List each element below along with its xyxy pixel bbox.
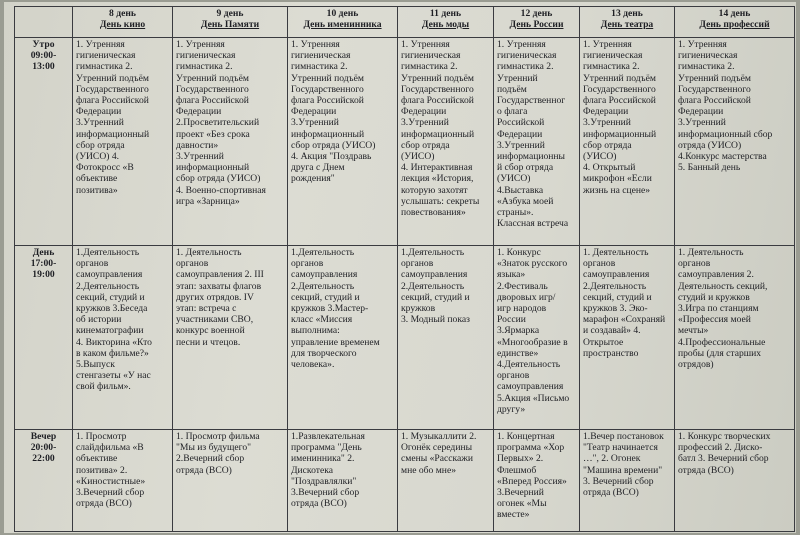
schedule-cell: 1.Деятельность органов самоуправления 2.Деятельность секций, студий и кружков 3.Беседа об истории кинематографии 4. Викторина «Кто в каком фильме?» 5.Выпуск стенгазеты «У нас свой фильм». xyxy=(73,246,173,430)
schedule-cell: 1. Деятельность органов самоуправления 2. III этап: захваты флагов других отрядов. IV этап: встреча с участниками СВО, конкурс военной песни и чтецов. xyxy=(173,246,288,430)
day-title: День моды xyxy=(421,19,470,30)
day-header-10 xyxy=(288,7,398,38)
schedule-cell: 1.Развлекательная программа "День именинника" 2. Дискотека "Поздравлялки" 3.Вечерний сбор отряда (ВСО) xyxy=(288,430,398,532)
row-day xyxy=(15,246,795,430)
day-number: 14 день xyxy=(718,8,751,19)
schedule-cell: 1. Музыкаллити 2. Огонёк середины смены «Расскажи мне обо мне» xyxy=(398,430,494,532)
day-number: 10 день xyxy=(326,8,359,19)
header-row xyxy=(15,7,795,38)
schedule-cell: 1.Деятельность органов самоуправления 2.Деятельность секций, студий и кружков 3.Мастер- класс «Миссия выполнима: управление временем для творческого человека». xyxy=(288,246,398,430)
schedule-cell: 1. Утренняя гигиеническая гимнастика 2. Утренний подъём Государственного флага Российской Федерации 3.Утренний информационный сбор отряда (УИСО) 4. Акция "Поздравь друга с Днем рождения" xyxy=(288,38,398,246)
time-slot-morning: Утро 09:00- 13:00 xyxy=(15,38,73,246)
paper-sheet xyxy=(4,2,796,533)
day-header-13 xyxy=(580,7,675,38)
schedule-cell: 1. Утренняя гигиеническая гимнастика 2. Утренний подъём Государственного флага Российской Федерации 3.Утренний информационный сбор отряда (УИСО) 4. Открытый микрофон «Если жизнь на сцене» xyxy=(580,38,675,246)
corner-cell xyxy=(15,7,73,38)
day-title: День профессий xyxy=(699,19,770,30)
row-evening xyxy=(15,430,795,532)
schedule-cell: 1. Конкурс творческих профессий 2. Диско- батл 3. Вечерний сбор отряда (ВСО) xyxy=(675,430,795,532)
schedule-cell: 1. Конкурс «Знаток русского языка» 2.Фестиваль дворовых игр/ игр народов России 3.Ярмарка «Многообразие в единстве» 4.Деятельность органов самоуправления 5.Акция «Письмо другу» xyxy=(494,246,580,430)
row-morning xyxy=(15,38,795,246)
schedule-cell: 1. Просмотр слайдфильма «В объективе позитива» 2. «Киностистные» 3.Вечерний сбор отряда (ВСО) xyxy=(73,430,173,532)
schedule-cell: 1. Утренняя гигиеническая гимнастика 2. Утренний подъём Государственного флага Российской Федерации 3.Утренний информационный сбор отряда (УИСО) 4. Фотокросс «В объективе позитива» xyxy=(73,38,173,246)
day-title: День театра xyxy=(600,19,654,30)
day-header-14 xyxy=(675,7,795,38)
day-number: 9 день xyxy=(216,8,244,19)
day-title: День Памяти xyxy=(200,19,260,30)
schedule-cell: 1. Деятельность органов самоуправления 2.Деятельность секций, студий и кружков 3. Эко- марафон «Сохраняй и создавай» 4. Открытое пространство xyxy=(580,246,675,430)
day-number: 8 день xyxy=(109,8,136,19)
day-number: 11 день xyxy=(429,8,462,19)
day-number: 13 день xyxy=(611,8,643,19)
schedule-cell: 1. Утренняя гигиеническая гимнастика 2. Утренний подъём Государственног о флага Российской Федерации 3.Утренний информационны й сбор отряда (УИСО) 4.Выставка «Азбука моей страны». Классная встреча xyxy=(494,38,580,246)
schedule-cell: 1. Утренняя гигиеническая гимнастика 2. Утренний подъём Государственного флага Российской Федерации 3.Утренний информационный сбор отряда (УИСО) 4.Конкурс мастерства 5. Банный день xyxy=(675,38,795,246)
schedule-cell: 1.Вечер постановок "Театр начинается …", 2. Огонек "Машина времени" 3. Вечерний сбор отряда (ВСО) xyxy=(580,430,675,532)
day-header-9 xyxy=(173,7,288,38)
time-slot-day: День 17:00- 19:00 xyxy=(15,246,73,430)
time-slot-evening: Вечер 20:00- 22:00 xyxy=(15,430,73,532)
schedule-cell: 1. Деятельность органов самоуправления 2. Деятельность секций, студий и кружков 3.Игра по станциям «Профессия моей мечты» 4.Профессиональные пробы (для старших отрядов) xyxy=(675,246,795,430)
day-title: День кино xyxy=(99,19,146,30)
schedule-cell: 1.Деятельность органов самоуправления 2.Деятельность секций, студий и кружков 3. Модный показ xyxy=(398,246,494,430)
schedule-cell: 1. Просмотр фильма "Мы из будущего" 2.Вечерний сбор отряда (ВСО) xyxy=(173,430,288,532)
day-header-12 xyxy=(494,7,580,38)
day-header-11 xyxy=(398,7,494,38)
day-number: 12 день xyxy=(520,8,553,19)
schedule-cell: 1. Утренняя гигиеническая гимнастика 2. Утренний подъём Государственного флага Российской Федерации 3.Утренний информационный сбор отряда (УИСО) 4. Интерактивная лекция «История, которую захотят услышать: секреты повествования» xyxy=(398,38,494,246)
schedule-cell: 1. Утренняя гигиеническая гимнастика 2. Утренний подъём Государственного флага Российской Федерации 2.Просветительский проект «Без срока давности» 3.Утренний информационный сбор отряда (УИСО) 4. Военно-спортивная игра «Зарница» xyxy=(173,38,288,246)
schedule-table xyxy=(14,6,795,532)
schedule-cell: 1. Концертная программа «Хор Первых» 2. Флешмоб «Вперед Россия» 3.Вечерний огонек «Мы вместе» xyxy=(494,430,580,532)
day-title: День именинника xyxy=(303,19,382,30)
day-header-8 xyxy=(73,7,173,38)
day-title: День России xyxy=(509,19,564,30)
